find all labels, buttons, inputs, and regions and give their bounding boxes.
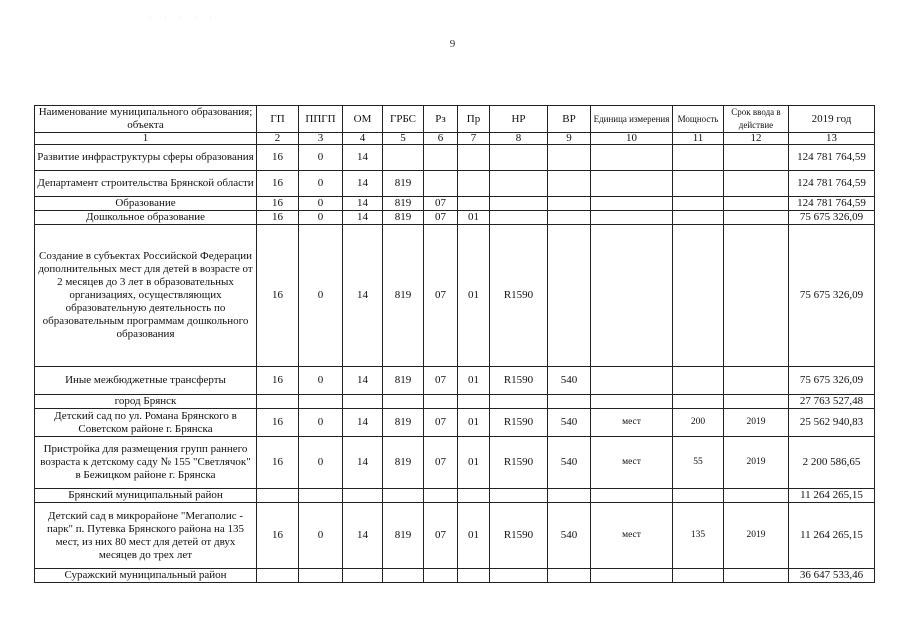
- header-commission-date: Срок ввода в действие: [724, 106, 789, 133]
- cell-vr: [548, 569, 591, 583]
- cell-rz: [424, 569, 458, 583]
- cell-commission-year: [724, 197, 789, 211]
- cell-grbs: [383, 569, 424, 583]
- table-row: [35, 225, 875, 367]
- cell-object-name: Департамент строительства Брянской области: [35, 171, 257, 197]
- column-number: 5: [383, 133, 424, 145]
- column-number: 12: [724, 133, 789, 145]
- cell-object-name: Дошкольное образование: [35, 211, 257, 225]
- cell-om: [343, 395, 383, 409]
- header-ppgp: ППГП: [299, 106, 343, 133]
- cell-gp: 16: [257, 437, 299, 489]
- cell-unit: [591, 145, 673, 171]
- cell-grbs: 819: [383, 437, 424, 489]
- cell-amount-2019: 75 675 326,09: [789, 211, 875, 225]
- cell-gp: 16: [257, 171, 299, 197]
- header-om: ОМ: [343, 106, 383, 133]
- cell-pr: 01: [458, 225, 490, 367]
- table-row: [35, 503, 875, 569]
- cell-ppgp: [299, 569, 343, 583]
- cell-grbs: [383, 395, 424, 409]
- cell-grbs: 819: [383, 409, 424, 437]
- cell-object-name: Создание в субъектах Российской Федерации дополнительных мест для детей в возрасте от 2 месяцев до 3 лет в образовательных организациях, осуществляющих образовательную деятельность по образовательным программам дошкольного образования: [35, 225, 257, 367]
- cell-vr: [548, 171, 591, 197]
- cell-rz: 07: [424, 211, 458, 225]
- cell-grbs: 819: [383, 211, 424, 225]
- cell-commission-year: [724, 225, 789, 367]
- column-number: 4: [343, 133, 383, 145]
- cell-object-name: Образование: [35, 197, 257, 211]
- cell-gp: 16: [257, 503, 299, 569]
- cell-pr: 01: [458, 367, 490, 395]
- cell-nr: [490, 171, 548, 197]
- cell-om: [343, 569, 383, 583]
- cell-ppgp: [299, 395, 343, 409]
- cell-ppgp: 0: [299, 171, 343, 197]
- cell-amount-2019: 11 264 265,15: [789, 489, 875, 503]
- cell-capacity: [673, 211, 724, 225]
- column-number: 6: [424, 133, 458, 145]
- cell-commission-year: [724, 145, 789, 171]
- cell-rz: 07: [424, 503, 458, 569]
- header-grbs: ГРБС: [383, 106, 424, 133]
- cell-ppgp: 0: [299, 145, 343, 171]
- cell-pr: 01: [458, 503, 490, 569]
- cell-unit: мест: [591, 409, 673, 437]
- cell-capacity: [673, 367, 724, 395]
- cell-rz: 07: [424, 409, 458, 437]
- column-number: 11: [673, 133, 724, 145]
- cell-pr: [458, 489, 490, 503]
- cell-gp: [257, 489, 299, 503]
- table-row: [35, 145, 875, 171]
- cell-pr: 01: [458, 437, 490, 489]
- cell-object-name: Брянский муниципальный район: [35, 489, 257, 503]
- cell-nr: [490, 211, 548, 225]
- cell-vr: 540: [548, 437, 591, 489]
- cell-om: 14: [343, 409, 383, 437]
- cell-amount-2019: 11 264 265,15: [789, 503, 875, 569]
- table-row: [35, 197, 875, 211]
- cell-ppgp: 0: [299, 367, 343, 395]
- cell-nr: R1590: [490, 367, 548, 395]
- cell-amount-2019: 27 763 527,48: [789, 395, 875, 409]
- cell-grbs: [383, 489, 424, 503]
- column-number: 9: [548, 133, 591, 145]
- header-unit: Единица измерения: [591, 106, 673, 133]
- cell-object-name: Суражский муниципальный район: [35, 569, 257, 583]
- cell-ppgp: 0: [299, 197, 343, 211]
- cell-gp: 16: [257, 225, 299, 367]
- cell-om: 14: [343, 367, 383, 395]
- header-nr: НР: [490, 106, 548, 133]
- cell-capacity: 135: [673, 503, 724, 569]
- cell-vr: [548, 211, 591, 225]
- cell-grbs: 819: [383, 225, 424, 367]
- cell-ppgp: [299, 489, 343, 503]
- column-number: 13: [789, 133, 875, 145]
- cell-unit: [591, 197, 673, 211]
- cell-pr: [458, 569, 490, 583]
- cell-capacity: [673, 145, 724, 171]
- cell-rz: [424, 145, 458, 171]
- cell-amount-2019: 75 675 326,09: [789, 225, 875, 367]
- cell-grbs: [383, 145, 424, 171]
- cell-om: 14: [343, 211, 383, 225]
- column-number: 2: [257, 133, 299, 145]
- cell-rz: [424, 171, 458, 197]
- cell-unit: [591, 225, 673, 367]
- cell-om: 14: [343, 437, 383, 489]
- scan-specks: . . . . .: [150, 14, 218, 20]
- cell-rz: [424, 395, 458, 409]
- cell-vr: [548, 489, 591, 503]
- cell-gp: 16: [257, 409, 299, 437]
- table-row: [35, 569, 875, 583]
- column-number: 10: [591, 133, 673, 145]
- table-row: [35, 437, 875, 489]
- cell-om: 14: [343, 171, 383, 197]
- cell-grbs: 819: [383, 171, 424, 197]
- cell-object-name: Иные межбюджетные трансферты: [35, 367, 257, 395]
- cell-vr: [548, 225, 591, 367]
- cell-unit: [591, 211, 673, 225]
- cell-gp: [257, 569, 299, 583]
- cell-pr: 01: [458, 211, 490, 225]
- cell-capacity: [673, 489, 724, 503]
- cell-capacity: 200: [673, 409, 724, 437]
- cell-vr: [548, 395, 591, 409]
- table-row: [35, 367, 875, 395]
- table-row: [35, 409, 875, 437]
- cell-amount-2019: 2 200 586,65: [789, 437, 875, 489]
- header-rz: Рз: [424, 106, 458, 133]
- cell-rz: 07: [424, 367, 458, 395]
- cell-commission-year: [724, 395, 789, 409]
- budget-table: [34, 105, 875, 583]
- cell-capacity: [673, 569, 724, 583]
- cell-gp: [257, 395, 299, 409]
- cell-amount-2019: 25 562 940,83: [789, 409, 875, 437]
- cell-nr: [490, 569, 548, 583]
- column-number: 1: [35, 133, 257, 145]
- cell-commission-year: 2019: [724, 409, 789, 437]
- cell-nr: [490, 145, 548, 171]
- column-number-row: [35, 133, 875, 145]
- header-name: Наименование муниципального образования; объекта: [35, 106, 257, 133]
- cell-nr: R1590: [490, 225, 548, 367]
- cell-unit: [591, 367, 673, 395]
- cell-om: 14: [343, 503, 383, 569]
- table-row: [35, 171, 875, 197]
- cell-pr: [458, 197, 490, 211]
- cell-gp: 16: [257, 211, 299, 225]
- cell-om: 14: [343, 225, 383, 367]
- cell-nr: [490, 395, 548, 409]
- cell-amount-2019: 124 781 764,59: [789, 197, 875, 211]
- header-vr: ВР: [548, 106, 591, 133]
- cell-vr: 540: [548, 503, 591, 569]
- cell-commission-year: [724, 211, 789, 225]
- cell-grbs: 819: [383, 503, 424, 569]
- cell-unit: мест: [591, 437, 673, 489]
- cell-unit: [591, 171, 673, 197]
- header-gp: ГП: [257, 106, 299, 133]
- cell-object-name: город Брянск: [35, 395, 257, 409]
- cell-gp: 16: [257, 197, 299, 211]
- cell-ppgp: 0: [299, 211, 343, 225]
- table-row: [35, 395, 875, 409]
- cell-object-name: Пристройка для размещения групп раннего возраста к детскому саду № 155 "Светлячок" в Бежицком районе г. Брянска: [35, 437, 257, 489]
- page-number: 9: [449, 38, 456, 50]
- cell-rz: 07: [424, 437, 458, 489]
- table-row: [35, 489, 875, 503]
- cell-ppgp: 0: [299, 409, 343, 437]
- cell-unit: [591, 395, 673, 409]
- cell-commission-year: 2019: [724, 503, 789, 569]
- cell-gp: 16: [257, 145, 299, 171]
- column-number: 3: [299, 133, 343, 145]
- cell-nr: R1590: [490, 437, 548, 489]
- cell-object-name: Развитие инфраструктуры сферы образования: [35, 145, 257, 171]
- cell-ppgp: 0: [299, 225, 343, 367]
- header-row: [35, 106, 875, 133]
- cell-capacity: [673, 395, 724, 409]
- cell-nr: [490, 489, 548, 503]
- cell-om: 14: [343, 145, 383, 171]
- cell-amount-2019: 124 781 764,59: [789, 171, 875, 197]
- cell-amount-2019: 36 647 533,46: [789, 569, 875, 583]
- cell-rz: [424, 489, 458, 503]
- cell-capacity: 55: [673, 437, 724, 489]
- column-number: 8: [490, 133, 548, 145]
- table-row: [35, 211, 875, 225]
- header-year-2019: 2019 год: [789, 106, 875, 133]
- cell-pr: [458, 145, 490, 171]
- cell-gp: 16: [257, 367, 299, 395]
- cell-commission-year: [724, 569, 789, 583]
- cell-om: 14: [343, 197, 383, 211]
- cell-object-name: Детский сад в микрорайоне "Мегаполис - парк" п. Путевка Брянского района на 135 мест, из них 80 мест для детей от двух месяцев до трех лет: [35, 503, 257, 569]
- cell-pr: [458, 171, 490, 197]
- cell-commission-year: 2019: [724, 437, 789, 489]
- cell-pr: [458, 395, 490, 409]
- cell-amount-2019: 124 781 764,59: [789, 145, 875, 171]
- header-pr: Пр: [458, 106, 490, 133]
- cell-grbs: 819: [383, 197, 424, 211]
- cell-commission-year: [724, 171, 789, 197]
- cell-capacity: [673, 171, 724, 197]
- cell-object-name: Детский сад по ул. Романа Брянского в Советском районе г. Брянска: [35, 409, 257, 437]
- cell-vr: 540: [548, 367, 591, 395]
- cell-om: [343, 489, 383, 503]
- cell-capacity: [673, 225, 724, 367]
- cell-amount-2019: 75 675 326,09: [789, 367, 875, 395]
- cell-commission-year: [724, 489, 789, 503]
- cell-commission-year: [724, 367, 789, 395]
- cell-rz: 07: [424, 197, 458, 211]
- cell-rz: 07: [424, 225, 458, 367]
- cell-nr: R1590: [490, 409, 548, 437]
- cell-nr: R1590: [490, 503, 548, 569]
- cell-nr: [490, 197, 548, 211]
- cell-unit: мест: [591, 503, 673, 569]
- cell-capacity: [673, 197, 724, 211]
- cell-unit: [591, 489, 673, 503]
- cell-grbs: 819: [383, 367, 424, 395]
- cell-ppgp: 0: [299, 503, 343, 569]
- cell-vr: 540: [548, 409, 591, 437]
- cell-pr: 01: [458, 409, 490, 437]
- header-capacity: Мощность: [673, 106, 724, 133]
- cell-unit: [591, 569, 673, 583]
- column-number: 7: [458, 133, 490, 145]
- cell-vr: [548, 197, 591, 211]
- cell-ppgp: 0: [299, 437, 343, 489]
- cell-vr: [548, 145, 591, 171]
